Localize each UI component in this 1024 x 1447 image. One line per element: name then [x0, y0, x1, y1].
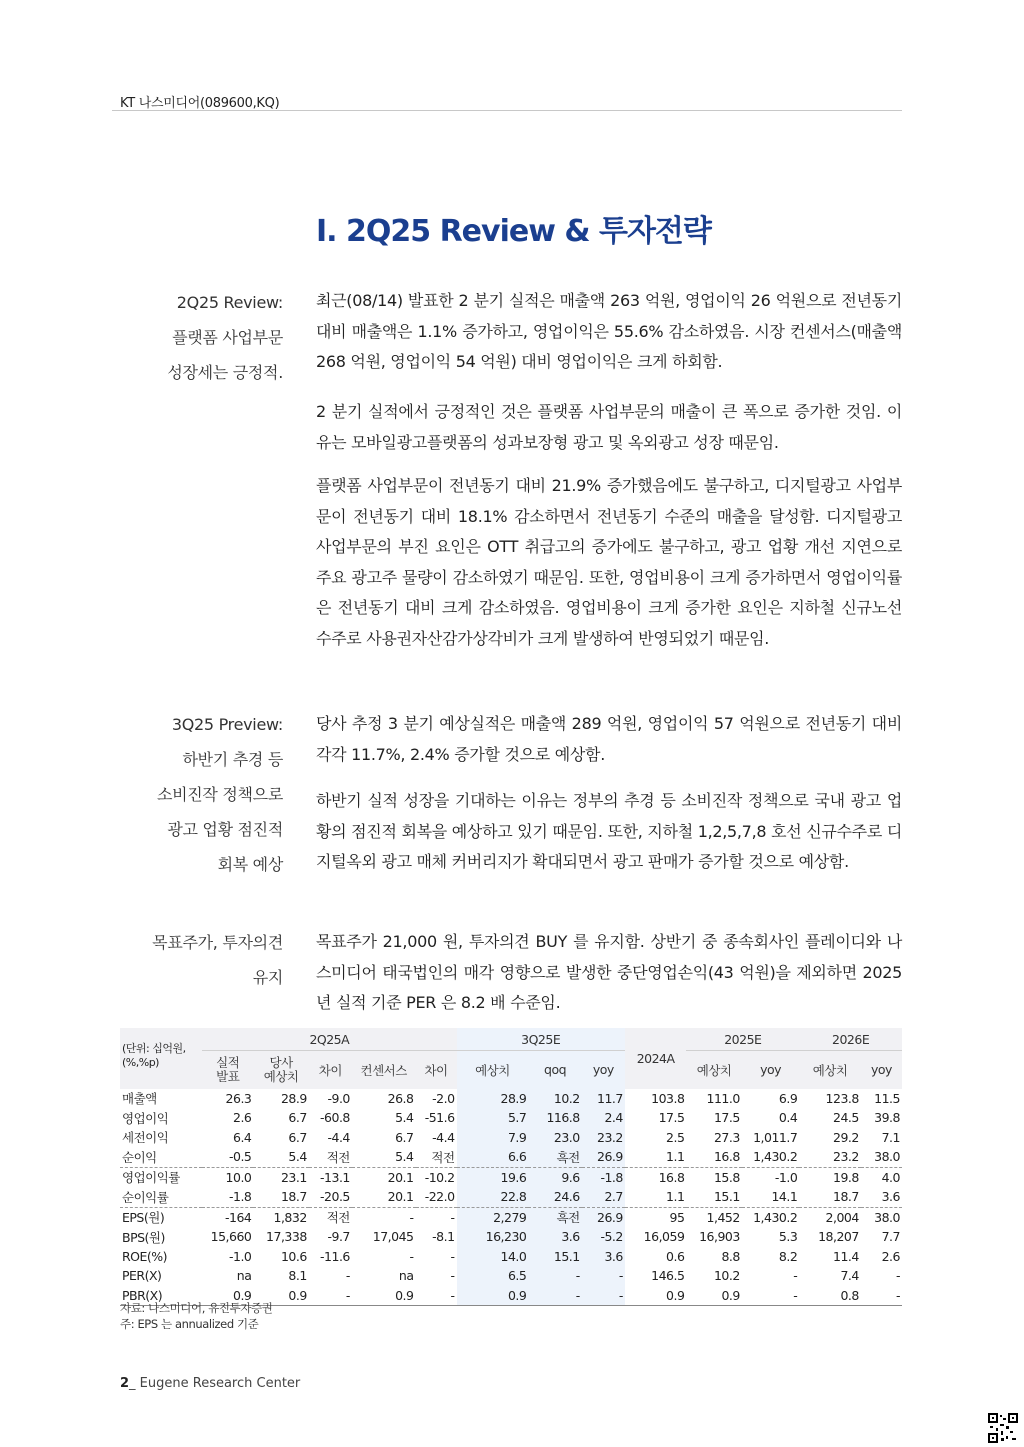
side-line: 플랫폼 사업부문 — [172, 328, 283, 347]
table-cell: 1,832 — [253, 1207, 308, 1227]
table-cell: 23.0 — [528, 1128, 581, 1148]
table-cell: 123.8 — [825, 1090, 859, 1106]
row-label: 순이익 — [122, 1149, 157, 1165]
footer-org: Eugene Research Center — [135, 1376, 301, 1391]
table-cell: 15.1 — [528, 1247, 581, 1267]
table-cell: - — [528, 1286, 581, 1306]
paragraph: 2 분기 실적에서 긍정적인 것은 플랫폼 사업부문의 매출이 큰 폭으로 증가한 것임. 이유는 모바일광고플랫폼의 성과보장형 광고 및 옥외광고 성장 때문임. — [316, 402, 902, 452]
table-cell: 5.4 — [395, 1110, 414, 1126]
table-cell: 11.4 — [833, 1248, 859, 1264]
table-cell: 16,903 — [699, 1229, 740, 1245]
table-row — [120, 1167, 902, 1187]
header-rule — [112, 110, 902, 111]
table-cell: 8.1 — [288, 1268, 307, 1284]
table-cell: -1.0 — [229, 1248, 252, 1264]
side-line: 회복 예상 — [217, 855, 283, 874]
table-cell: 7.1 — [881, 1129, 900, 1145]
page-header: KT 나스미디어(089600,KQ) — [120, 96, 280, 111]
col-header: 예상치 — [799, 1051, 861, 1089]
row-label: PBR(X) — [120, 1286, 202, 1306]
table-cell: 146.5 — [651, 1268, 685, 1284]
side-heading-3q25 — [103, 707, 283, 882]
table-cell: 6.7 — [395, 1129, 414, 1145]
table-cell: 4.0 — [861, 1167, 902, 1187]
row-label: 순이익률 — [122, 1189, 169, 1205]
table-cell: -11.6 — [320, 1248, 350, 1264]
table-cell: 17,045 — [372, 1229, 414, 1245]
group-header: 2026E — [799, 1028, 902, 1051]
table-cell: 5.3 — [778, 1229, 798, 1245]
table-cell: 15.1 — [713, 1189, 740, 1205]
col-header: 컨센서스 — [352, 1051, 416, 1089]
table-cell: 흑전 — [528, 1207, 581, 1227]
table-cell: 111.0 — [706, 1090, 740, 1106]
table-cell: 16.8 — [625, 1167, 687, 1187]
table-cell: 14.1 — [771, 1189, 798, 1205]
table-row — [120, 1207, 902, 1227]
table-cell: -5.2 — [582, 1227, 625, 1247]
table-cell: 6.7 — [288, 1129, 307, 1145]
table-cell: 8.8 — [721, 1248, 740, 1264]
table-cell: 3.6 — [881, 1189, 900, 1205]
table-cell: 17.5 — [713, 1110, 740, 1126]
paragraph: 당사 추정 3 분기 예상실적은 매출액 289 억원, 영업이익 57 억원으로 전년동기 대비 각각 11.7%, 2.4% 증가할 것으로 예상함. — [316, 714, 902, 764]
table-cell: 19.6 — [457, 1167, 529, 1187]
side-line: 성장세는 긍정적. — [167, 363, 283, 382]
table-cell: 19.8 — [799, 1167, 861, 1187]
table-cell: -60.8 — [320, 1110, 350, 1126]
table-cell: 1,011.7 — [753, 1129, 798, 1145]
table-cell: 8.2 — [778, 1248, 798, 1264]
table-cell: 1,430.2 — [742, 1207, 799, 1227]
table-cell: 5.7 — [457, 1108, 529, 1128]
row-label: 영업이익 — [122, 1110, 169, 1126]
group-header: 3Q25E — [457, 1028, 625, 1051]
table-cell: 16,230 — [457, 1227, 529, 1247]
table-cell: 28.9 — [457, 1089, 529, 1109]
col-header-2024a: 2024A — [625, 1028, 687, 1089]
table-cell: na — [398, 1268, 414, 1284]
table-cell: 적전 — [309, 1207, 352, 1227]
table-cell: 7.9 — [457, 1128, 529, 1148]
side-heading-2q25 — [103, 285, 283, 390]
table-cell: -4.4 — [432, 1129, 455, 1145]
table-row — [120, 1089, 902, 1109]
col-header: qoq — [528, 1051, 581, 1089]
table-cell: -1.8 — [582, 1167, 625, 1187]
table-cell: -20.5 — [320, 1189, 350, 1205]
table-cell: 23.2 — [582, 1128, 625, 1148]
table-cell: 10.6 — [280, 1248, 307, 1264]
side-line: 광고 업황 점진적 — [167, 820, 283, 839]
paragraph: 하반기 실적 성장을 기대하는 이유는 정부의 추경 등 소비진작 정책으로 국내 광고 업황의 점진적 회복을 예상하고 있기 때문임. 또한, 지하철 1,2,5,7,8 호선 신규수주로 디지털옥외 광고 매체 커버리지가 확대되면서 광고 판매가 증가할 것으로 예상함. — [316, 791, 902, 871]
earnings-table — [120, 1028, 902, 1306]
table-cell: 0.9 — [253, 1286, 308, 1306]
table-cell: 103.8 — [651, 1090, 685, 1106]
table-cell: - — [450, 1248, 455, 1264]
table-cell: 23.1 — [253, 1167, 308, 1187]
table-cell: 95 — [625, 1207, 687, 1227]
table-cell: 20.1 — [352, 1167, 416, 1187]
table-cell: 24.6 — [528, 1187, 581, 1207]
col-header: 예상치 — [457, 1051, 529, 1089]
col-header: 당사 예상치 — [253, 1051, 308, 1089]
table-cell: 0.8 — [799, 1286, 861, 1306]
table-cell: 38.0 — [874, 1149, 900, 1165]
footer-separator: _ — [129, 1376, 136, 1391]
row-label: BPS(원) — [122, 1229, 165, 1245]
col-header: 예상치 — [686, 1051, 741, 1089]
page-number: 2 — [120, 1376, 130, 1391]
table-cell: - — [450, 1268, 455, 1284]
table-cell: - — [742, 1286, 799, 1306]
table-cell: -22.0 — [424, 1189, 455, 1205]
table-cell: 10.0 — [202, 1167, 253, 1187]
row-label: ROE(%) — [122, 1248, 168, 1264]
table-cell: 18.7 — [280, 1189, 307, 1205]
paragraph: 플랫폼 사업부문이 전년동기 대비 21.9% 증가했음에도 불구하고, 디지털광고 사업부문이 전년동기 대비 18.1% 감소하면서 전년동기 수준의 매출을 달성함. 디지털광고 사업부문의 부진 요인은 OTT 취급고의 증가에도 불구하고, 광고 업황 개선 지연으로 주요 광고주 물량이 감소하였기 때문임. 또한, 영업비용이 크게 증가하면서 영업이익률은 전년동기 대비 크게 감소하였음. 영업비용이 크게 증가한 요인은 지하철 신규노선 수주로 사용권자산감가상각비가 크게 발생하여 반영되었기 때문임. — [316, 476, 902, 648]
side-line: 하반기 추경 등 — [182, 750, 283, 769]
table-cell: -9.0 — [327, 1090, 350, 1106]
table-cell: 18.7 — [833, 1189, 859, 1205]
table-cell: 7.4 — [840, 1268, 859, 1284]
table-cell: 2,004 — [799, 1207, 861, 1227]
table-cell: 28.9 — [280, 1090, 307, 1106]
table-cell: 3.6 — [582, 1247, 625, 1267]
table-cell: - — [793, 1268, 798, 1284]
table-cell: -51.6 — [424, 1110, 455, 1126]
table-row — [120, 1227, 902, 1247]
col-header: yoy — [742, 1051, 799, 1089]
table-cell: 5.4 — [288, 1149, 307, 1165]
side-heading-target-price — [103, 925, 283, 995]
qr-code-icon — [988, 1413, 1018, 1443]
table-row — [120, 1128, 902, 1148]
table-cell: 18,207 — [818, 1229, 859, 1245]
table-row — [120, 1108, 902, 1128]
table-cell: -13.1 — [309, 1167, 352, 1187]
row-label: 세전이익 — [122, 1130, 169, 1146]
table-cell: 17.5 — [658, 1110, 685, 1126]
table-cell: - — [582, 1286, 625, 1306]
table-cell: -1.8 — [229, 1189, 252, 1205]
row-label: PER(X) — [122, 1268, 162, 1284]
table-cell: 20.1 — [387, 1189, 414, 1205]
table-cell: 11.5 — [874, 1090, 900, 1106]
table-cell: -10.2 — [416, 1167, 457, 1187]
table-cell: 24.5 — [833, 1110, 859, 1126]
table-cell: 0.9 — [457, 1286, 529, 1306]
table-cell: 0.9 — [352, 1286, 416, 1306]
side-line: 목표주가, 투자의견 — [152, 933, 283, 952]
table-cell: 2.6 — [881, 1248, 900, 1264]
table-cell: 15,660 — [210, 1229, 252, 1245]
table-cell: - — [352, 1207, 416, 1227]
side-line: 3Q25 Preview: — [171, 715, 283, 734]
table-cell: 6.4 — [233, 1129, 252, 1145]
table-cell: 2.6 — [233, 1110, 252, 1126]
table-cell: 11.7 — [582, 1089, 625, 1109]
table-row — [120, 1147, 902, 1167]
table-cell: 7.7 — [881, 1229, 900, 1245]
table-cell: - — [345, 1268, 350, 1284]
col-header: 차이 — [416, 1051, 457, 1089]
table-cell: 26.8 — [387, 1090, 414, 1106]
table-cell: 10.2 — [713, 1268, 740, 1284]
table-cell: -2.0 — [432, 1090, 455, 1106]
table-cell: 6.9 — [778, 1090, 798, 1106]
table-cell: -1.0 — [742, 1167, 799, 1187]
row-label: EPS(원) — [120, 1207, 202, 1227]
table-cell: 6.7 — [288, 1110, 307, 1126]
paragraph: 목표주가 21,000 원, 투자의견 BUY 를 유지함. 상반기 중 종속회사인 플레이디와 나스미디어 태국법인의 매각 영향으로 발생한 중단영업손익(43 억원)을 제외하면 2025 년 실적 기준 PER 은 8.2 배 수준임. — [316, 932, 902, 1012]
group-header: 2Q25A — [202, 1028, 456, 1051]
table-cell: 2.4 — [582, 1108, 625, 1128]
table-cell: 14.0 — [457, 1247, 529, 1267]
unit-label: (단위: 십억원, (%,%p) — [120, 1028, 202, 1089]
side-line: 2Q25 Review: — [176, 293, 283, 312]
table-cell: 0.4 — [778, 1110, 798, 1126]
table-row — [120, 1266, 902, 1286]
table-cell: 39.8 — [874, 1110, 900, 1126]
table-cell: 10.2 — [528, 1089, 581, 1109]
paragraph: 최근(08/14) 발표한 2 분기 실적은 매출액 263 억원, 영업이익 26 억원으로 전년동기 대비 매출액은 1.1% 증가하고, 영업이익은 55.6% 감소하였음. 시장 컨센서스(매출액 268 억원, 영업이익 54 억원) 대비 영업이익은 크게 하회함. — [316, 291, 902, 371]
table-cell: 17,338 — [266, 1229, 307, 1245]
footnote: 주: EPS 는 annualized 기준 — [120, 1317, 259, 1331]
table-cell: 2.7 — [582, 1187, 625, 1207]
table-cell: 1.1 — [666, 1149, 685, 1165]
section-title: I. 2Q25 Review & 투자전략 — [316, 214, 711, 249]
table-cell: - — [582, 1266, 625, 1286]
side-line: 유지 — [252, 968, 283, 987]
side-line: 소비진작 정책으로 — [156, 785, 283, 804]
table-cell: - — [895, 1268, 900, 1284]
table-cell: 16.8 — [713, 1149, 740, 1165]
table-cell: 적전 — [326, 1149, 350, 1165]
group-header: 2025E — [686, 1028, 799, 1051]
table-cell: 3.6 — [528, 1227, 581, 1247]
table-cell: 116.8 — [528, 1108, 581, 1128]
table-cell: 2,279 — [457, 1207, 529, 1227]
row-label: 매출액 — [122, 1091, 157, 1107]
col-header: 실적 발표 — [202, 1051, 253, 1089]
table-cell: 1,452 — [686, 1207, 741, 1227]
table-cell: 0.6 — [666, 1248, 685, 1264]
table-cell: - — [528, 1266, 581, 1286]
table-cell: - — [416, 1286, 457, 1306]
table-cell: 흑전 — [528, 1147, 581, 1167]
table-cell: 2.5 — [666, 1129, 685, 1145]
table-cell: 26.9 — [582, 1147, 625, 1167]
table-row — [120, 1247, 902, 1267]
table-cell: -164 — [202, 1207, 253, 1227]
table-cell: -8.1 — [432, 1229, 455, 1245]
table-cell: 0.9 — [686, 1286, 741, 1306]
table-cell: 1.1 — [666, 1189, 685, 1205]
source-note: 자료: 나스미디어, 유진투자증권 — [120, 1301, 273, 1315]
table-cell: -0.5 — [229, 1149, 252, 1165]
table-cell: 27.3 — [713, 1129, 740, 1145]
table-cell: -4.4 — [327, 1129, 350, 1145]
table-cell: 6.5 — [457, 1266, 529, 1286]
table-cell: 0.9 — [202, 1286, 253, 1306]
table-row — [120, 1187, 902, 1207]
page-footer — [120, 1376, 300, 1391]
table-cell: -9.7 — [327, 1229, 350, 1245]
table-cell: 26.3 — [225, 1090, 252, 1106]
table-cell: 26.9 — [582, 1207, 625, 1227]
table-cell: 29.2 — [833, 1129, 859, 1145]
table-cell: - — [409, 1248, 414, 1264]
table-cell: na — [236, 1268, 252, 1284]
row-label: 영업이익률 — [120, 1167, 202, 1187]
table-cell: 38.0 — [861, 1207, 902, 1227]
table-cell: 5.4 — [395, 1149, 414, 1165]
table-cell: 적전 — [431, 1149, 455, 1165]
col-header: yoy — [582, 1051, 625, 1089]
table-cell: 22.8 — [457, 1187, 529, 1207]
table-cell: 15.8 — [686, 1167, 741, 1187]
col-header: yoy — [861, 1051, 902, 1089]
table-cell: 23.2 — [833, 1149, 859, 1165]
table-cell: 16,059 — [643, 1229, 685, 1245]
table-cell: - — [861, 1286, 902, 1306]
table-cell: - — [309, 1286, 352, 1306]
col-header: 차이 — [309, 1051, 352, 1089]
table-cell: 1,430.2 — [753, 1149, 798, 1165]
table-cell: 9.6 — [528, 1167, 581, 1187]
table-cell: 0.9 — [625, 1286, 687, 1306]
table-cell: 6.6 — [457, 1147, 529, 1167]
table-cell: - — [416, 1207, 457, 1227]
